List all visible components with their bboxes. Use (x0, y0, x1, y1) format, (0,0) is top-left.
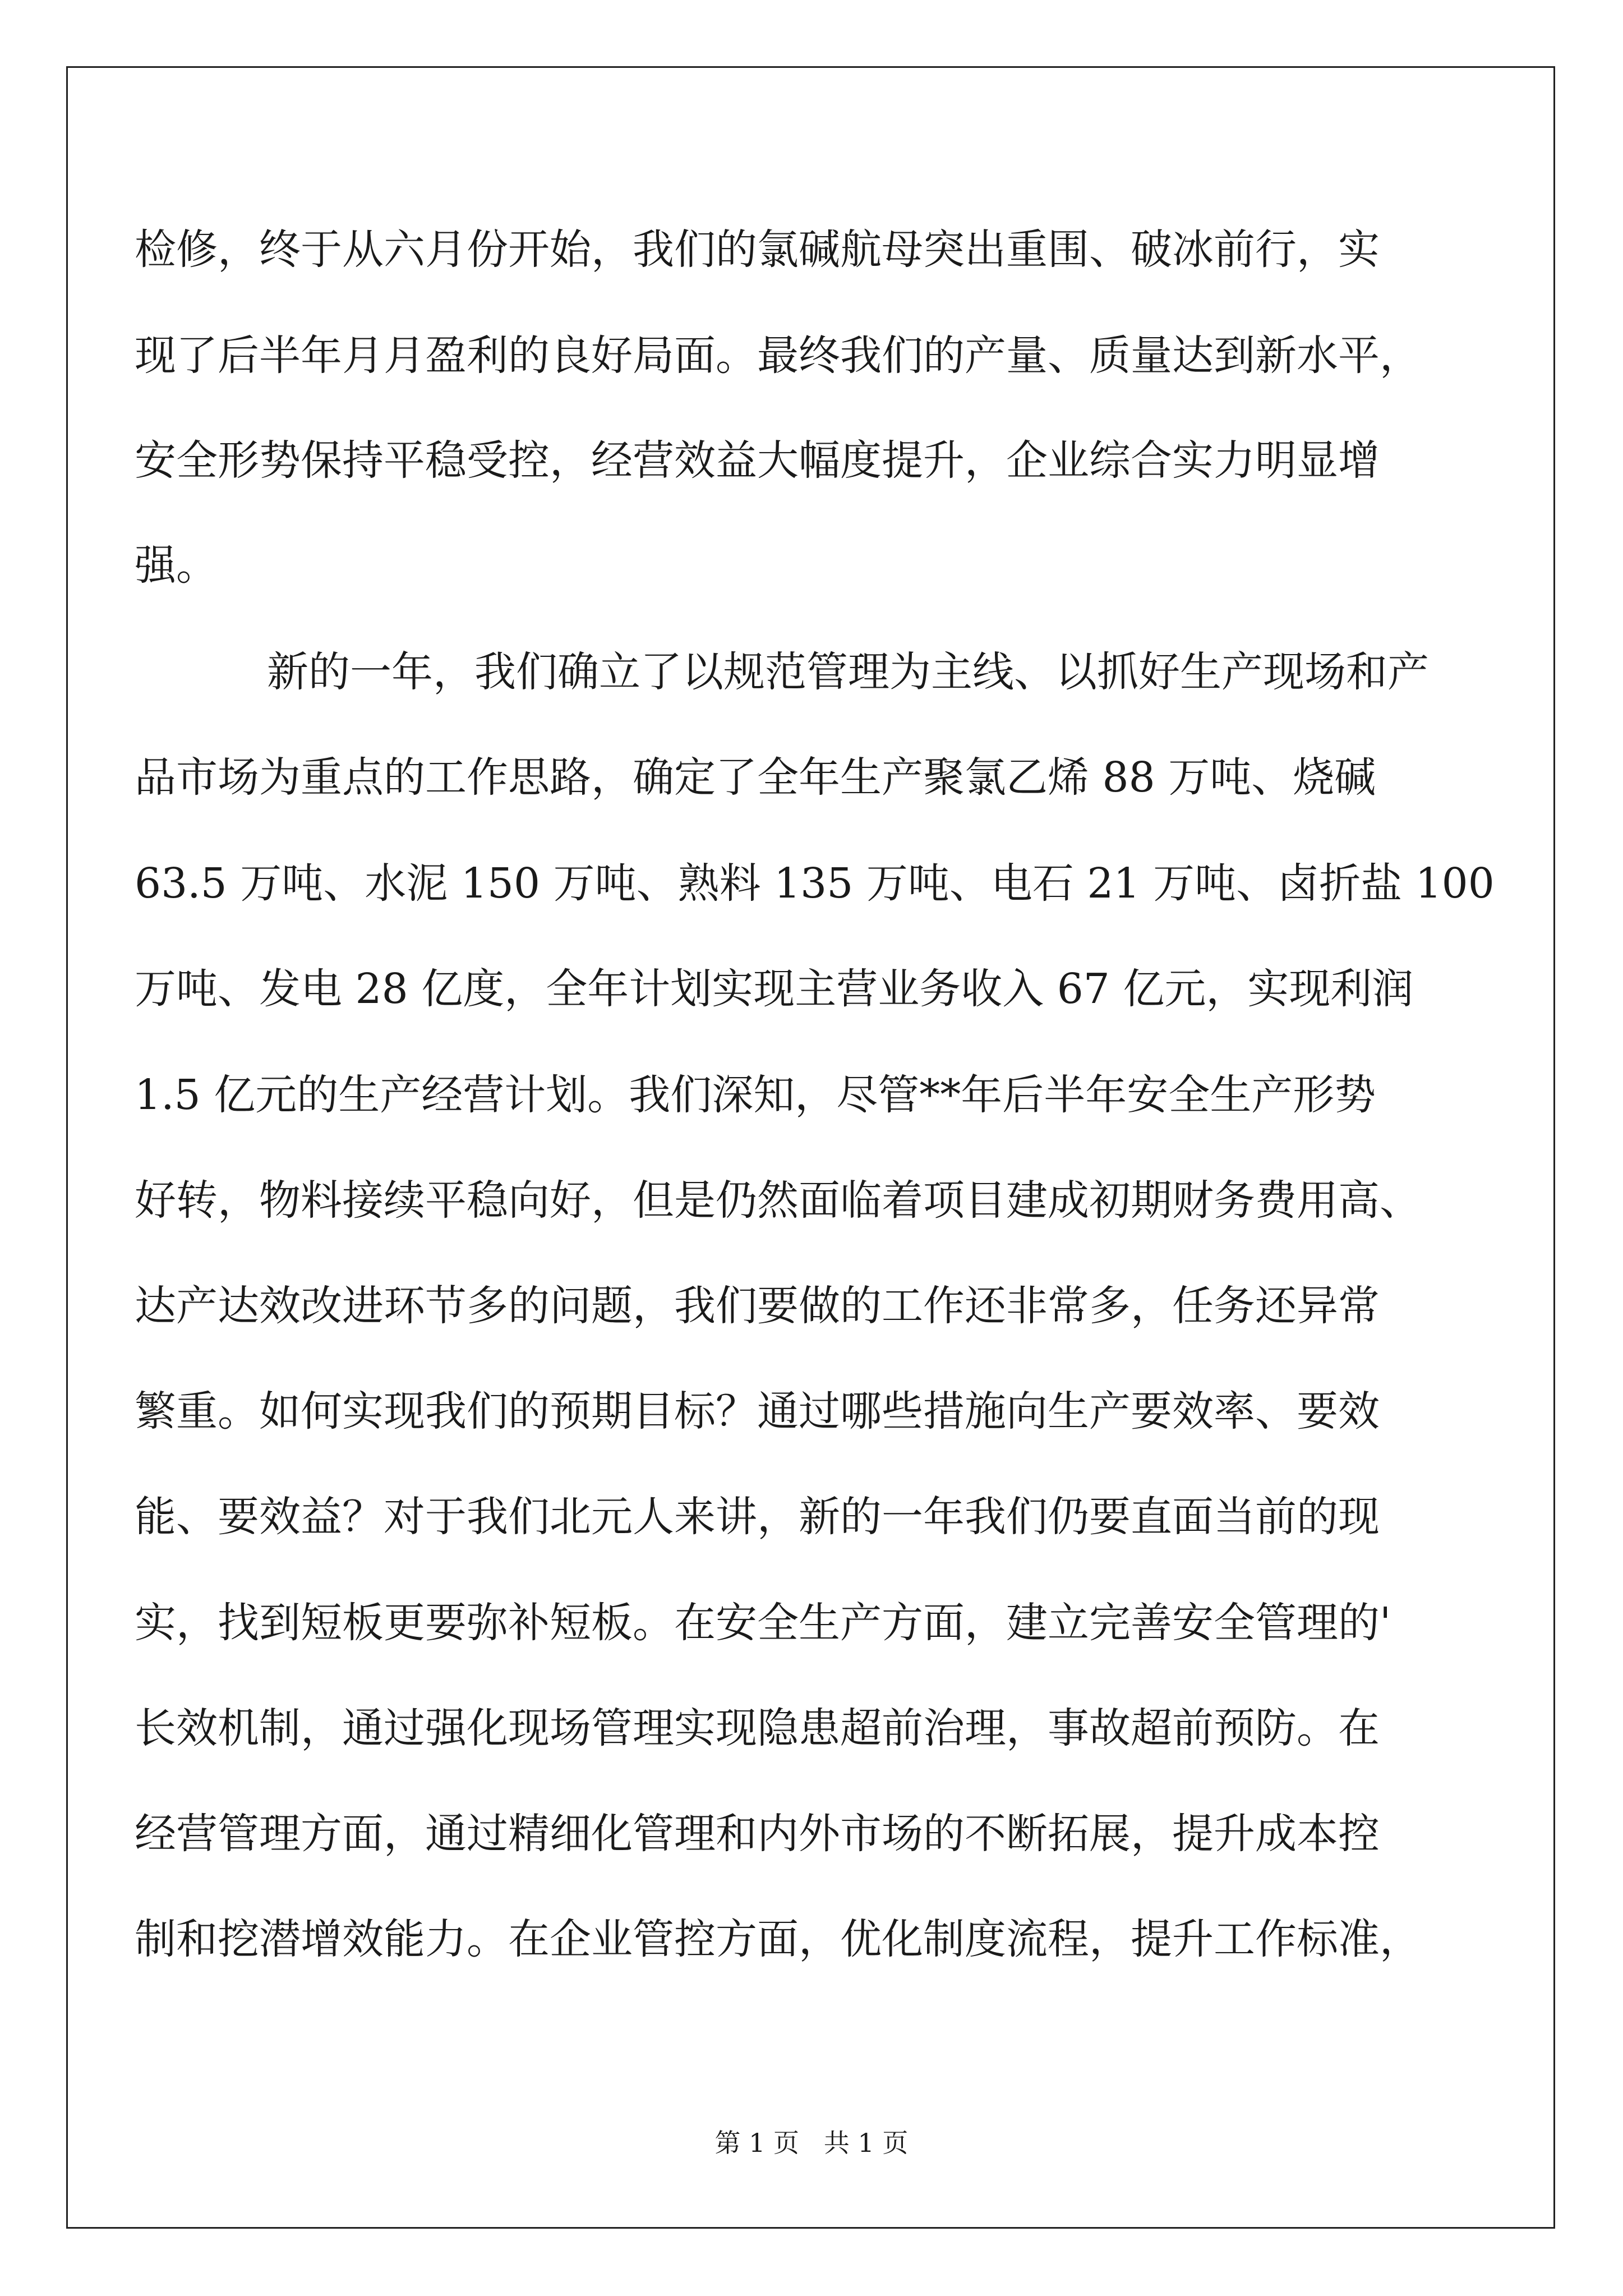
text-line: 制和挖潜增效能力。在企业管控方面，优化制度流程，提升工作标准， (135, 1915, 1421, 1963)
text-line: 检修，终于从六月份开始，我们的氯碱航母突出重围、破冰前行，实 (135, 226, 1380, 274)
text-line: 繁重。如何实现我们的预期目标？通过哪些措施向生产要效率、要效 (135, 1387, 1380, 1435)
text-line: 长效机制，通过强化现场管理实现隐患超前治理，事故超前预防。在 (135, 1704, 1380, 1752)
page-number: 第 1 页 共 1 页 (714, 2128, 909, 2158)
text-line: 安全形势保持平稳受控，经营效益大幅度提升，企业综合实力明显增 (135, 436, 1380, 485)
text-line: 万吨、发电 28 亿度，全年计划实现主营业务收入 67 亿元，实现利润 (135, 965, 1414, 1013)
text-line: 强。 (135, 541, 218, 590)
text-line: 好转，物料接续平稳向好，但是仍然面临着项目建成初期财务费用高、 (135, 1176, 1421, 1225)
text-line: 经营管理方面，通过精细化管理和内外市场的不断拓展，提升成本控 (135, 1810, 1380, 1858)
text-line: 能、要效益？对于我们北元人来讲，新的一年我们仍要直面当前的现 (135, 1493, 1380, 1541)
text-line: 63.5 万吨、水泥 150 万吨、熟料 135 万吨、电石 21 万吨、卤折盐 100 (135, 859, 1495, 908)
text-line: 现了后半年月月盈利的良好局面。最终我们的产量、质量达到新水平， (135, 332, 1421, 380)
paragraph-first-line: 新的一年，我们确立了以规范管理为主线、以抓好生产现场和产 (267, 648, 1429, 696)
text-line: 达产达效改进环节多的问题，我们要做的工作还非常多，任务还异常 (135, 1282, 1380, 1330)
text-line: 1.5 亿元的生产经营计划。我们深知，尽管**年后半年安全生产形势 (135, 1071, 1376, 1119)
page-border (66, 66, 1555, 2229)
text-line: 实，找到短板更要弥补短板。在安全生产方面，建立完善安全管理的' (135, 1599, 1391, 1647)
text-line: 品市场为重点的工作思路，确定了全年生产聚氯乙烯 88 万吨、烧碱 (135, 753, 1376, 802)
